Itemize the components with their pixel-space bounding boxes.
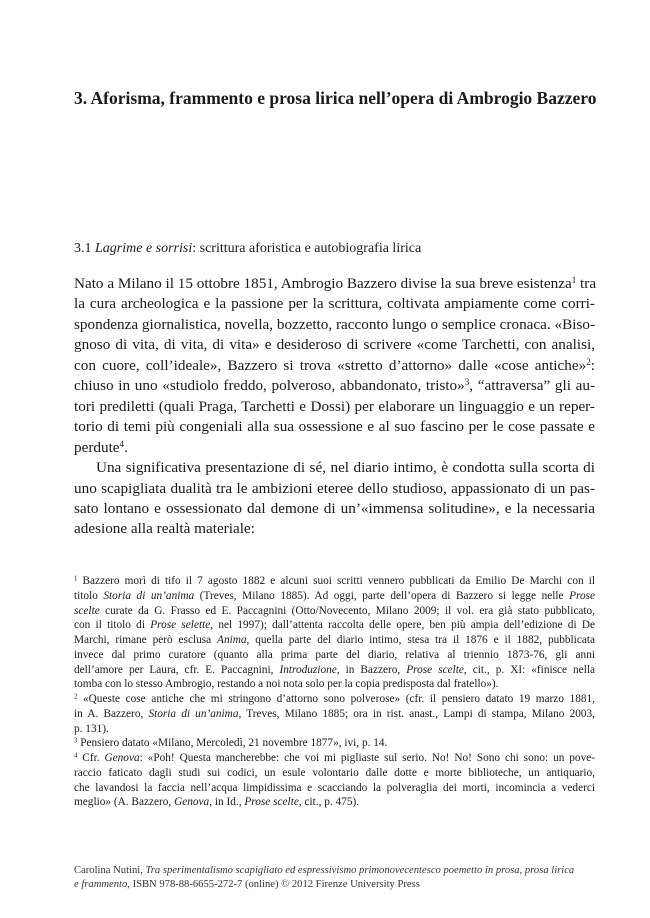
text-segment: torio di temi più congeniali alla sua ossessione e al suo fascino per le cose passate e (74, 418, 595, 436)
text-segment: , in Id., (209, 796, 245, 809)
italic-text: Genova (174, 796, 210, 809)
italic-text: Anima (217, 634, 247, 646)
text-segment: meglio» (A. Bazzero, (74, 796, 175, 809)
text-segment: Marchi, rimane però esclusa (74, 634, 218, 646)
footnotes (74, 574, 595, 810)
text-segment: sato lontano e ossessionato dal demone di un’«immensa solitudine», e la necessaria (74, 499, 595, 517)
text-segment: tori prediletti (quali Praga, Tarchetti e Dossi) per elaborare un linguaggio e un reper- (74, 397, 595, 415)
footer-line (74, 864, 574, 878)
text-segment: in A. Bazzero, (74, 707, 149, 720)
footnote-line (74, 736, 595, 751)
italic-text: Storia di un’anima (103, 589, 195, 602)
text-segment: : (590, 356, 595, 374)
text-segment: . (124, 438, 128, 456)
footnote-line (74, 766, 595, 781)
body-line (74, 356, 595, 376)
body-line (74, 519, 595, 539)
body-line (74, 335, 595, 355)
section-title-italic: Lagrime e sorrisi (95, 241, 193, 256)
footnote-marker: 2 (586, 356, 591, 367)
text-segment: , quella parte del diario intimo, stesa tra il 1876 e il 1882, pubblicata (246, 634, 596, 646)
footnote-line (74, 795, 595, 810)
footnote-line (74, 781, 595, 796)
text-segment: «Queste cose antiche che mi stringono d’attorno sono polverose» (cfr. il pensiero datato 19 marzo 1881, (77, 693, 595, 705)
body-line (74, 315, 595, 335)
footnote-marker: 3 (74, 737, 78, 745)
body-line (74, 294, 595, 314)
text-segment: Cfr. (77, 752, 105, 764)
footnote-line (74, 663, 595, 678)
section-title (74, 241, 421, 257)
body-line (74, 376, 595, 396)
text-segment: , cit., p. XI: «finisce nella (463, 663, 595, 676)
italic-text: Prose scelte (244, 796, 299, 809)
footnote-line (74, 707, 595, 722)
footnote-line (74, 751, 595, 766)
italic-text: e frammento (74, 878, 128, 890)
footnote-line (74, 722, 595, 737)
text-segment: che lavandosi la faccia nell’acqua limpidissima e scacciando la polveraglia dei morti, incomincia a vederci (74, 781, 595, 794)
footer-line (74, 878, 574, 892)
text-segment: uno scapigliata dualità tra le ambizioni eteree dello studioso, appassionato di un pas- (74, 479, 595, 497)
text-segment: spondenza giornalistica, novella, bozzetto, racconto lungo o semplice cronaca. «Biso- (74, 315, 595, 333)
italic-text: Prose selette (150, 619, 211, 632)
italic-text: Storia di un’anima (148, 707, 239, 720)
footnote-marker: 3 (464, 377, 470, 388)
text-segment: raccio faticato dagli studi sui codici, un esule volontario dalle dotte e morte biblioteche, un antiquario, (74, 766, 595, 779)
italic-text: Introduzione (279, 663, 337, 676)
text-segment: Una significativa presentazione di sé, nel diario intimo, è condotta sulla scorta di (96, 459, 595, 477)
footnote-marker: 4 (119, 438, 125, 449)
text-segment: , cit., p. 475). (298, 796, 360, 809)
footnote-line (74, 574, 595, 589)
footnote-line (74, 692, 595, 707)
page-footer (74, 864, 574, 891)
section-number: 3.1 (74, 241, 95, 256)
text-segment: , ISBN 978-88-6655-272-7 (online) © 2012 Firenze University Press (127, 878, 420, 890)
text-segment: : «Poh! Questa mancherebbe: che voi mi pigliaste sul serio. No! No! Sono chi sono: un pove- (139, 752, 595, 764)
text-segment: Carolina Nutini, (74, 865, 146, 876)
italic-text: scelte (74, 604, 100, 617)
footnote-line (74, 677, 595, 692)
text-segment: Pensiero datato «Milano, Mercoledì, 21 novembre 1877», ivi, p. 14. (77, 737, 388, 750)
text-segment: , “attraversa” gli au- (469, 377, 595, 395)
text-segment: , in Bazzero, (336, 663, 407, 676)
footnote-marker: 1 (571, 274, 577, 285)
footnote-line (74, 648, 595, 663)
text-segment: Bazzero morì di tifo il 7 agosto 1882 e alcuni suoi scritti vennero pubblicati da Emilio De Marchi con il (77, 575, 595, 587)
italic-text: Genova (104, 752, 140, 764)
body-text (74, 274, 595, 540)
footnote-line (74, 633, 595, 648)
footnote-marker: 4 (74, 752, 78, 760)
text-segment: adesione alla realtà materiale: (74, 520, 255, 538)
body-line (74, 438, 595, 458)
text-segment: tra (576, 275, 597, 292)
chapter-title: 3. Aforisma, frammento e prosa lirica nell’opera di Ambrogio Bazzero (74, 87, 597, 108)
text-segment: tomba con lo stesso Ambrogio, restando a noi nota solo per la copia predisposta dal fratello»). (74, 678, 499, 691)
footnote-marker: 1 (74, 575, 78, 583)
footnote-line (74, 604, 595, 619)
text-segment: chiuso in uno «studiolo freddo, polveroso, abbandonato, tristo» (74, 377, 465, 395)
text-segment: titolo (74, 589, 104, 602)
text-segment: , Treves, Milano 1885; ora in rist. anast., Lampi di stampa, Milano 2003, (238, 707, 595, 720)
text-segment: gnoso di vita, di vita, di vita» e desideroso di scrivere «come Tarchetti, con analisi, (74, 336, 595, 354)
footnote-marker: 2 (74, 693, 78, 701)
body-line (74, 458, 595, 478)
italic-text: Tra sperimentalismo scapigliato ed espressivismo primonovecentesco poemetto in prosa, prosa lirica (145, 865, 575, 876)
body-line (74, 397, 595, 417)
body-line (74, 417, 595, 437)
text-segment: dell’amore per Laura, cfr. E. Paccagnini, (74, 663, 280, 676)
italic-text: Prose (569, 589, 595, 602)
footnote-line (74, 618, 595, 633)
body-line (74, 274, 595, 294)
text-segment: perdute (74, 438, 120, 456)
italic-text: Prose scelte (406, 663, 464, 676)
text-segment: invece dal primo curatore (quanto alla prima parte del diario, relativa al triennio 1873-76, gli anni (74, 648, 595, 661)
text-segment: p. 131). (74, 722, 109, 735)
text-segment: , nel 1997); dall’attenta raccolta delle opere, ben più ampia dell’edizione di De (210, 619, 596, 632)
text-segment: con cuore, coll’ideale», Bazzero si trova «stretto d’attorno» dalle «cose antiche» (74, 356, 587, 374)
body-line (74, 499, 595, 519)
text-segment: con il titolo di (74, 619, 151, 632)
text-segment: Nato a Milano il 15 ottobre 1851, Ambrogio Bazzero divise la sua breve esistenza (74, 275, 572, 292)
section-title-rest: : scrittura aforistica e autobiografia lirica (192, 241, 422, 256)
body-line (74, 479, 595, 499)
footnote-line (74, 589, 595, 604)
text-segment: (Treves, Milano 1885). Ad oggi, parte dell’opera di Bazzero si legge nelle (194, 589, 570, 602)
text-segment: curate da G. Frasso ed E. Paccagnini (Otto/Novecento, Milano 2009; il vol. era già stato pubblicato, (99, 604, 595, 617)
text-segment: la cura archeologica e la passione per la scrittura, coltivata ampiamente come corri- (74, 295, 595, 313)
